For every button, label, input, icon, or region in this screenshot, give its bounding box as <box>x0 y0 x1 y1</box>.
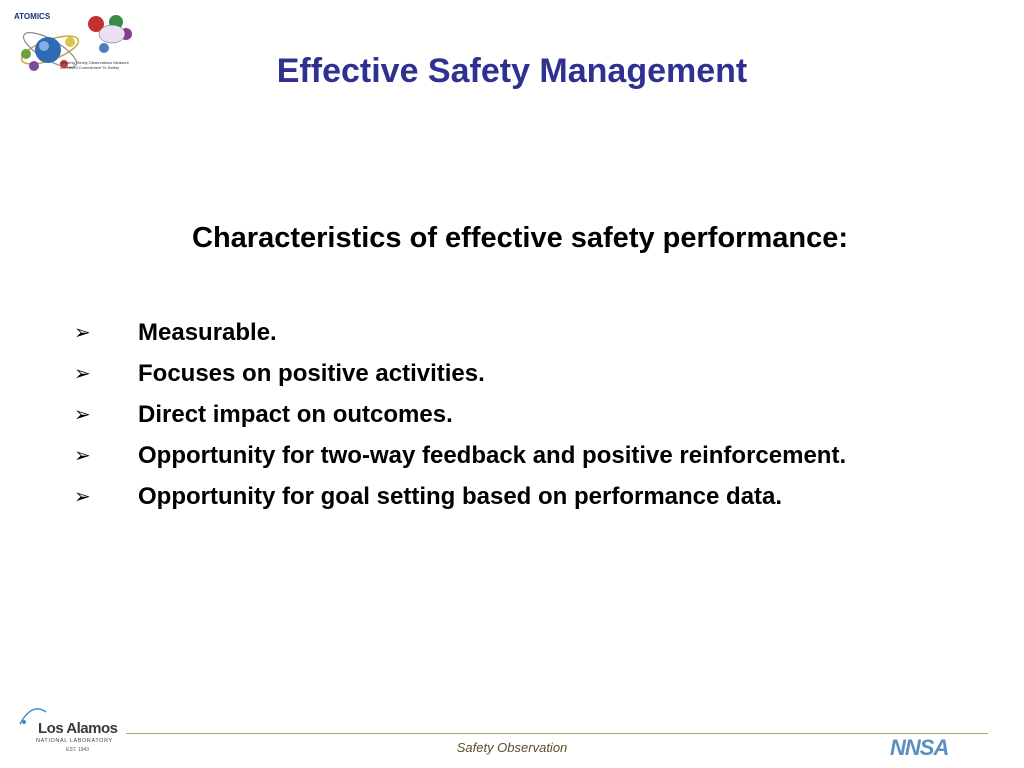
bullet-list <box>72 316 952 521</box>
arrow-bullet-icon: ➢ <box>74 445 91 467</box>
footer-divider <box>126 733 988 734</box>
lanl-established: EST. 1943 <box>66 747 90 753</box>
arrow-bullet-icon: ➢ <box>74 363 91 385</box>
lanl-name: Los Alamos <box>38 720 118 737</box>
bullet-item <box>72 480 952 514</box>
arrow-bullet-icon: ➢ <box>74 404 91 426</box>
atomics-tagline: Allowing Timely Observations Measure Increased Commitment To Safety <box>60 60 129 70</box>
arrow-bullet-icon: ➢ <box>74 322 91 344</box>
nnsa-wordmark: NNSA <box>890 735 949 760</box>
nnsa-logo <box>888 735 988 763</box>
slide-title: Effective Safety Management <box>276 52 748 90</box>
bullet-item <box>72 357 952 391</box>
bullet-item <box>72 439 952 473</box>
slide-subtitle: Characteristics of effective safety performance: <box>192 222 848 254</box>
bullet-item <box>72 316 952 350</box>
bullet-item <box>72 398 952 432</box>
footer-text: Safety Observation <box>456 740 568 755</box>
lanl-subtitle: NATIONAL LABORATORY <box>36 738 113 744</box>
arrow-bullet-icon: ➢ <box>74 486 91 508</box>
bullet-text: Focuses on positive activities. <box>138 360 485 387</box>
bullet-text: Opportunity for two-way feedback and positive reinforcement. <box>138 442 847 469</box>
bullet-text: Direct impact on outcomes. <box>138 401 453 428</box>
bullet-text: Measurable. <box>138 319 277 346</box>
bullet-text: Opportunity for goal setting based on performance data. <box>138 483 783 510</box>
atomics-wordmark: ATOMICS <box>14 12 51 21</box>
